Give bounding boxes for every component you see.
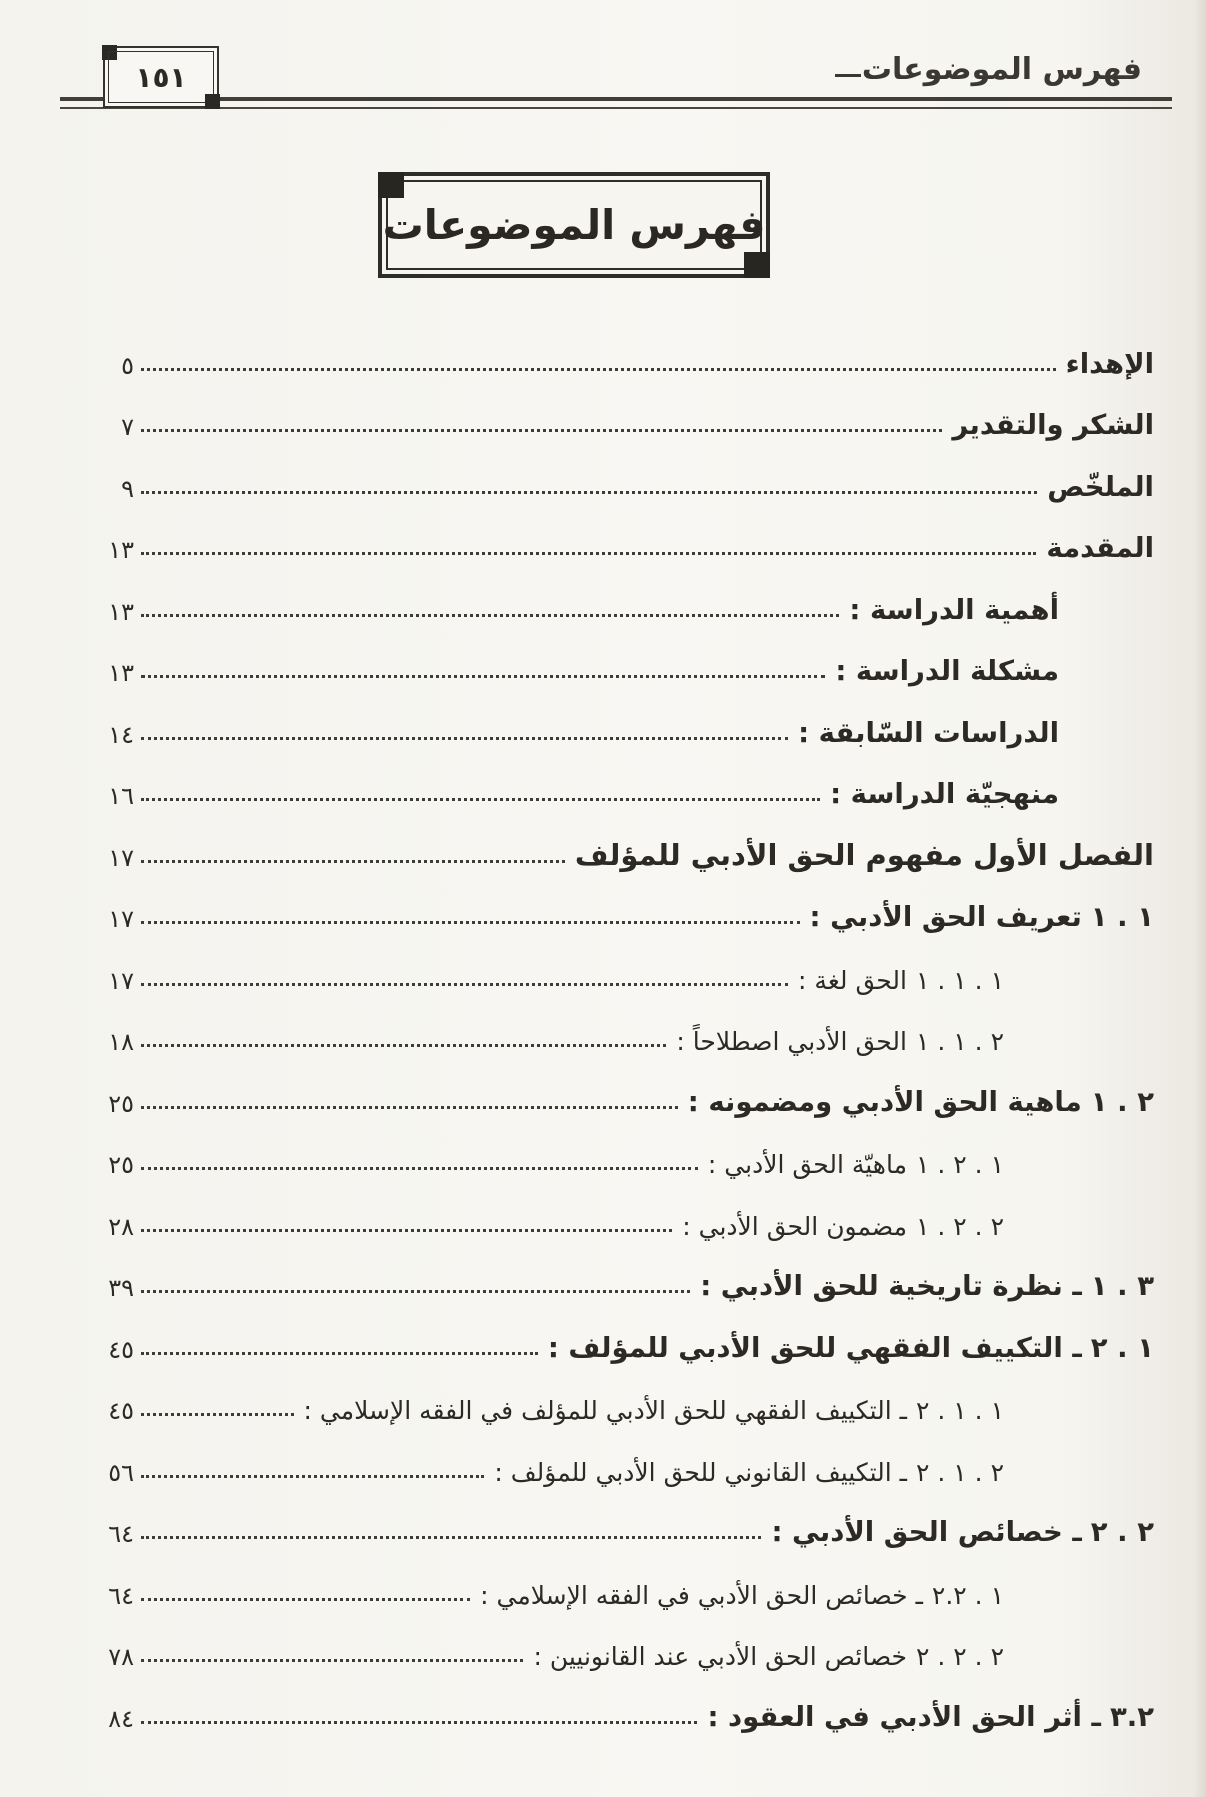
entry-text bbox=[707, 1701, 1154, 1733]
entry-title: الدراسات السّابقة : bbox=[798, 716, 1059, 749]
entry-page-number: ٤٥ bbox=[108, 1397, 134, 1425]
entry-text bbox=[771, 1516, 1154, 1548]
toc-entry bbox=[84, 1671, 1154, 1733]
dot-leader bbox=[141, 798, 820, 801]
entry-page-number: ٦٤ bbox=[108, 1520, 134, 1548]
toc-entry bbox=[84, 1548, 1004, 1610]
header-double-rule bbox=[60, 97, 1172, 109]
page-number: ١٥١ bbox=[108, 51, 214, 103]
entry-text bbox=[575, 838, 1154, 872]
entry-page-number: ٢٥ bbox=[108, 1151, 134, 1179]
dot-leader bbox=[141, 1229, 672, 1232]
entry-section-number: ٢ . ٢ . ٢ bbox=[916, 1642, 1004, 1671]
toc-entry bbox=[84, 318, 1154, 380]
toc-entry bbox=[84, 380, 1154, 442]
toc-entry bbox=[84, 1364, 1004, 1426]
entry-title: أهمية الدراسة : bbox=[849, 593, 1059, 626]
entry-text bbox=[952, 409, 1154, 441]
entry-title: ـ التكييف القانوني للحق الأدبي للمؤلف : bbox=[494, 1457, 907, 1487]
running-header-title: فهرس الموضوعات bbox=[835, 52, 1142, 87]
entry-title: الحق الأدبي اصطلاحاً : bbox=[676, 1027, 907, 1056]
toc-entry bbox=[84, 933, 1004, 995]
entry-text bbox=[700, 1270, 1154, 1302]
entry-title: مضمون الحق الأدبي : bbox=[682, 1211, 907, 1241]
toc-entry bbox=[84, 749, 1059, 811]
title-ornament-frame bbox=[378, 172, 770, 278]
dot-leader bbox=[141, 1290, 690, 1293]
dot-leader bbox=[141, 1598, 470, 1601]
dot-leader bbox=[141, 1413, 294, 1416]
toc-entry bbox=[84, 1302, 1154, 1364]
entry-section-number: ٣.٢ bbox=[1109, 1700, 1154, 1733]
entry-text bbox=[548, 1332, 1154, 1364]
dot-leader bbox=[141, 368, 1056, 371]
entry-page-number: ٢٥ bbox=[108, 1089, 134, 1118]
entry-page-number: ١٣ bbox=[108, 659, 134, 687]
entry-title: تعريف الحق الأدبي : bbox=[809, 901, 1082, 933]
dot-leader bbox=[141, 675, 825, 678]
toc-entry bbox=[84, 687, 1059, 749]
toc-list bbox=[84, 318, 1154, 1733]
dot-leader bbox=[141, 1106, 678, 1109]
entry-page-number: ٥ bbox=[121, 351, 134, 380]
entry-section-number: ٢ . ١ . ٢ bbox=[916, 1457, 1004, 1487]
entry-title: مشكلة الدراسة : bbox=[835, 655, 1059, 687]
toc-entry bbox=[84, 1425, 1004, 1487]
entry-text bbox=[798, 966, 1004, 995]
toc-entry bbox=[84, 1487, 1154, 1549]
entry-section-number: ١ . ٢ . ١ bbox=[916, 1150, 1004, 1179]
entry-title: ـ التكييف الفقهي للحق الأدبي للمؤلف : bbox=[547, 1331, 1082, 1364]
toc-entry bbox=[84, 1179, 1004, 1241]
entry-text bbox=[835, 655, 1059, 687]
entry-title: الفصل الأول مفهوم الحق الأدبي للمؤلف bbox=[574, 837, 1154, 872]
entry-section-number: ١ . ٢ bbox=[1090, 1331, 1154, 1364]
entry-section-number: ٢ . ٢ . ١ bbox=[916, 1211, 1004, 1241]
entry-title: منهجيّة الدراسة : bbox=[830, 778, 1059, 810]
entry-section-number: ٢ . ١ . ١ bbox=[916, 1027, 1004, 1056]
entry-section-number: ٢ . ١ bbox=[1090, 1085, 1154, 1118]
entry-title: المقدمة bbox=[1046, 532, 1154, 564]
toc-entry bbox=[84, 872, 1154, 934]
entry-title: الحق لغة : bbox=[798, 965, 907, 995]
entry-text bbox=[708, 1150, 1004, 1179]
entry-text bbox=[1046, 532, 1154, 564]
dot-leader bbox=[141, 491, 1037, 494]
entry-title: ماهية الحق الأدبي ومضمونه : bbox=[687, 1085, 1082, 1118]
entry-page-number: ١٣ bbox=[108, 597, 134, 626]
page-number-box bbox=[103, 46, 219, 108]
entry-page-number: ٩ bbox=[121, 474, 134, 503]
entry-page-number: ١٧ bbox=[108, 843, 134, 872]
toc-entry bbox=[84, 626, 1059, 688]
dot-leader bbox=[141, 1659, 523, 1662]
dot-leader bbox=[141, 429, 942, 432]
page-title: فهرس الموضوعات bbox=[382, 201, 766, 249]
toc-entry bbox=[84, 1118, 1004, 1180]
dot-leader bbox=[141, 1352, 538, 1355]
entry-text bbox=[1066, 348, 1154, 380]
entry-page-number: ٧٨ bbox=[108, 1643, 134, 1671]
entry-text bbox=[1047, 471, 1154, 503]
entry-page-number: ٢٨ bbox=[108, 1212, 134, 1241]
entry-text bbox=[688, 1086, 1154, 1118]
toc-entry bbox=[84, 564, 1059, 626]
dot-leader bbox=[141, 1536, 761, 1539]
entry-section-number: ١ . ١ . ٢ bbox=[916, 1396, 1004, 1425]
entry-page-number: ٦٤ bbox=[108, 1581, 134, 1610]
entry-title: الملخّص bbox=[1047, 470, 1154, 503]
entry-title: ـ التكييف الفقهي للحق الأدبي للمؤلف في الفقه الإسلامي : bbox=[303, 1396, 907, 1425]
entry-title: الإهداء bbox=[1065, 347, 1154, 380]
entry-text bbox=[494, 1458, 1004, 1487]
entry-page-number: ٤٥ bbox=[108, 1335, 134, 1364]
entry-section-number: ٢ . ٢ bbox=[1090, 1516, 1154, 1548]
toc-entry bbox=[84, 810, 1154, 872]
dot-leader bbox=[141, 921, 800, 924]
entry-page-number: ١٧ bbox=[108, 905, 134, 933]
entry-page-number: ٣٩ bbox=[108, 1274, 134, 1302]
toc-entry bbox=[84, 503, 1154, 565]
entry-title: ماهيّة الحق الأدبي : bbox=[707, 1150, 907, 1179]
entry-text bbox=[810, 901, 1154, 933]
entry-text bbox=[480, 1581, 1004, 1610]
toc-entry bbox=[84, 995, 1004, 1057]
entry-text bbox=[830, 778, 1059, 810]
toc-entry bbox=[84, 1610, 1004, 1672]
toc-entry bbox=[84, 1056, 1154, 1118]
entry-text bbox=[682, 1212, 1004, 1241]
entry-text bbox=[676, 1027, 1004, 1056]
entry-page-number: ٨٤ bbox=[108, 1704, 134, 1733]
dot-leader bbox=[141, 1044, 666, 1047]
dot-leader bbox=[141, 983, 788, 986]
dot-leader bbox=[141, 1167, 698, 1170]
entry-text bbox=[533, 1642, 1004, 1671]
entry-title: ـ نظرة تاريخية للحق الأدبي : bbox=[700, 1270, 1082, 1302]
entry-page-number: ٧ bbox=[121, 413, 134, 441]
toc-entry bbox=[84, 441, 1154, 503]
entry-title: الشكر والتقدير bbox=[952, 409, 1154, 441]
entry-section-number: ١ . ١ bbox=[1090, 901, 1154, 933]
entry-section-number: ٣ . ١ bbox=[1090, 1270, 1154, 1302]
entry-section-number: ١ . ٢.٢ bbox=[931, 1580, 1004, 1610]
entry-page-number: ١٨ bbox=[108, 1028, 134, 1056]
entry-text bbox=[304, 1396, 1004, 1425]
dot-leader bbox=[141, 552, 1036, 555]
entry-page-number: ١٣ bbox=[108, 536, 134, 564]
entry-page-number: ١٧ bbox=[108, 966, 134, 995]
entry-page-number: ٥٦ bbox=[108, 1458, 134, 1487]
dot-leader bbox=[141, 1721, 697, 1724]
dot-leader bbox=[141, 737, 788, 740]
entry-page-number: ١٦ bbox=[108, 782, 134, 810]
toc-entry bbox=[84, 1241, 1154, 1303]
entry-title: ـ خصائص الحق الأدبي في الفقه الإسلامي : bbox=[480, 1580, 923, 1610]
entry-title: خصائص الحق الأدبي عند القانونيين : bbox=[533, 1642, 907, 1671]
entry-page-number: ١٤ bbox=[108, 720, 134, 749]
dot-leader bbox=[141, 860, 565, 863]
entry-text bbox=[849, 594, 1059, 626]
dot-leader bbox=[141, 1475, 484, 1478]
dot-leader bbox=[141, 614, 839, 617]
entry-section-number: ١ . ١ . ١ bbox=[916, 965, 1004, 995]
entry-title: ـ أثر الحق الأدبي في العقود : bbox=[707, 1700, 1101, 1733]
entry-title: ـ خصائص الحق الأدبي : bbox=[771, 1516, 1082, 1548]
entry-text bbox=[798, 717, 1059, 749]
